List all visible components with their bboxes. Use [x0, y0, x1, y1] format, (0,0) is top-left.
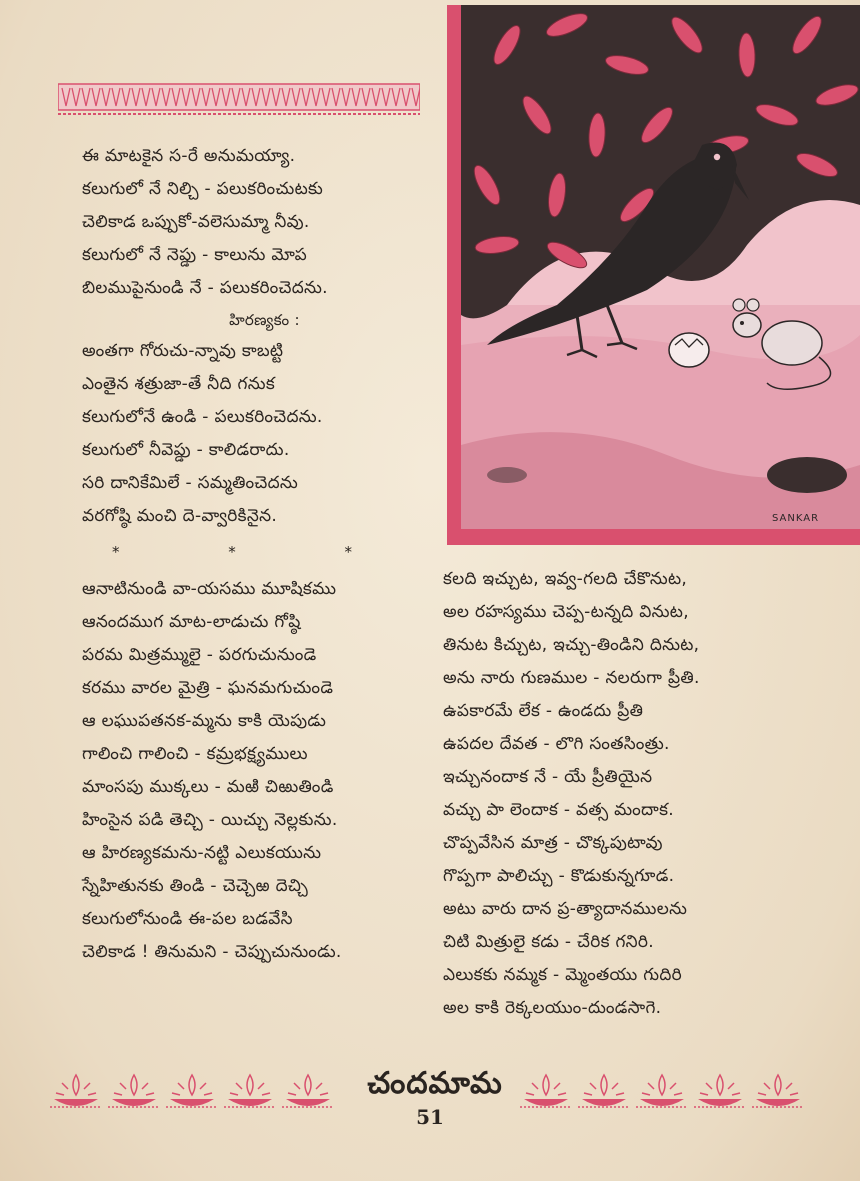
oil-lamp-icon	[282, 1073, 334, 1113]
verse-line: కలుగులో నే నిల్చి - పలుకరించుటకు	[82, 179, 324, 199]
verse-line: వచ్చు పా లెందాక - వత్స మందాక.	[443, 800, 675, 820]
verse-line: ఇచ్చునందాక నే - యే ప్రీతియైన	[443, 767, 653, 787]
decorative-border	[58, 78, 420, 118]
oil-lamp-icon	[636, 1073, 688, 1113]
poem-right-column	[443, 563, 843, 1025]
page-number: 51	[416, 1105, 444, 1129]
verse-line: గాలించి గాలించి - కమ్రభక్ష్యములు	[82, 744, 308, 764]
verse-line: అను నారు గుణముల - నలరుగా ప్రీతి.	[443, 668, 700, 688]
verse-line: అల కాకి రెక్కలయుం-దుండసాగె.	[443, 998, 662, 1018]
oil-lamp-icon	[694, 1073, 746, 1113]
verse-line: ఎంతైన శత్రుజా-తే నీది గనుక	[82, 374, 276, 394]
verse-line: కలుగులో నే నెప్డు - కాలును మోప	[82, 245, 307, 265]
verse-line: చెలికాడ ఒప్పుకో-వలెసుమ్మా నీవు.	[82, 212, 310, 232]
verse-line: పరమ మిత్రమ్ములై - పరగుచునుండె	[82, 645, 317, 665]
crow-and-mouse-illustration	[447, 5, 860, 545]
verse-line: అంతగా గోరుచు-న్నావు కాబట్టి	[82, 341, 284, 361]
verse-line: అటు వారు దాన ప్ర-త్యాదానములను	[443, 899, 688, 919]
separator-star: *	[112, 543, 120, 561]
stanza-1	[82, 140, 427, 305]
verse-line: కలుగులోనే ఉండి - పలుకరించెదను.	[82, 407, 323, 427]
magazine-masthead: చందమామ	[367, 1066, 503, 1101]
oil-lamp-icon	[224, 1073, 276, 1113]
stanza-3	[82, 573, 427, 969]
verse-line: ఎలుకకు నమ్మక - మ్మెంతయు గుదిరి	[443, 965, 683, 985]
oil-lamp-icon	[578, 1073, 630, 1113]
verse-line: చొప్పవేసిన మాత్ర - చొక్కపుటావు	[443, 833, 663, 853]
verse-line: కరము వారల మైత్రి - ఘనమగుచుండె	[82, 678, 334, 698]
verse-line: గొప్పగా పాలిచ్చు - కొడుకున్నగూడ.	[443, 866, 675, 886]
footer-lamps-right	[520, 1073, 804, 1113]
verse-line: ఆ లఘుపతనక-మ్మను కాకి యెపుడు	[82, 711, 327, 731]
stanza-2	[82, 335, 427, 533]
verse-line: ఆనాటినుండి వా-యసము మూషికము	[82, 579, 337, 599]
oil-lamp-icon	[752, 1073, 804, 1113]
verse-line: మాంసపు ముక్కలు - మఱి చిఱుతిండి	[82, 777, 334, 797]
artist-signature: SANKAR	[772, 513, 820, 524]
verse-line: తినుట కిచ్చుట, ఇచ్చు-తిండిని దినుట,	[443, 635, 700, 655]
verse-line: కలుగులోనుండి ఈ-పల బడవేసి	[82, 909, 293, 929]
oil-lamp-icon	[520, 1073, 572, 1113]
verse-line: హింసైన పడి తెచ్చి - యిచ్చు నెల్లకును.	[82, 810, 338, 830]
verse-line: అల రహస్యము చెప్ప-టన్నది వినుట,	[443, 602, 689, 622]
verse-line: కలుగులో నీవెప్డు - కాలిడరాదు.	[82, 440, 290, 460]
verse-line: చిటి మిత్రులై కడు - చేరిక గనిరి.	[443, 932, 654, 952]
speaker-label: హిరణ్యకం :	[229, 311, 300, 329]
oil-lamp-icon	[50, 1073, 102, 1113]
section-separator	[112, 543, 352, 561]
verse-line: ఉపదల దేవత - లొగి సంతసింత్రు.	[443, 734, 670, 754]
oil-lamp-icon	[166, 1073, 218, 1113]
verse-line: చెలికాడ ! తినుమని - చెప్పుచునుండు.	[82, 942, 342, 962]
verse-line: ఉపకారమే లేక - ఉండదు ప్రీతి	[443, 701, 644, 721]
verse-line: ఆ హిరణ్యకమను-నట్టి ఎలుకయును	[82, 843, 322, 863]
verse-line: ఈ మాటకైన స-రే అనుమయ్యా.	[82, 146, 296, 166]
verse-line: స్నేహితునకు తిండి - చెచ్చెఱ దెచ్చి	[82, 876, 309, 896]
separator-star: *	[344, 543, 352, 561]
poem-left-column	[82, 140, 427, 969]
verse-line: ఆనందముగ మాట-లాడుచు గోష్ఠి	[82, 612, 301, 632]
separator-star: *	[228, 543, 236, 561]
oil-lamp-icon	[108, 1073, 160, 1113]
footer-lamps-left	[50, 1073, 334, 1113]
verse-line: బిలముపైనుండి నే - పలుకరించెదను.	[82, 278, 328, 298]
verse-line: కలది ఇచ్చుట, ఇవ్వ-గలది చేకొనుట,	[443, 569, 688, 589]
verse-line: సరి దానికేమిలే - సమ్మతించెదను	[82, 473, 299, 493]
verse-line: వరగోష్ఠి మంచి దె-వ్వారికినైన.	[82, 506, 278, 526]
stanza-right	[443, 563, 843, 1025]
